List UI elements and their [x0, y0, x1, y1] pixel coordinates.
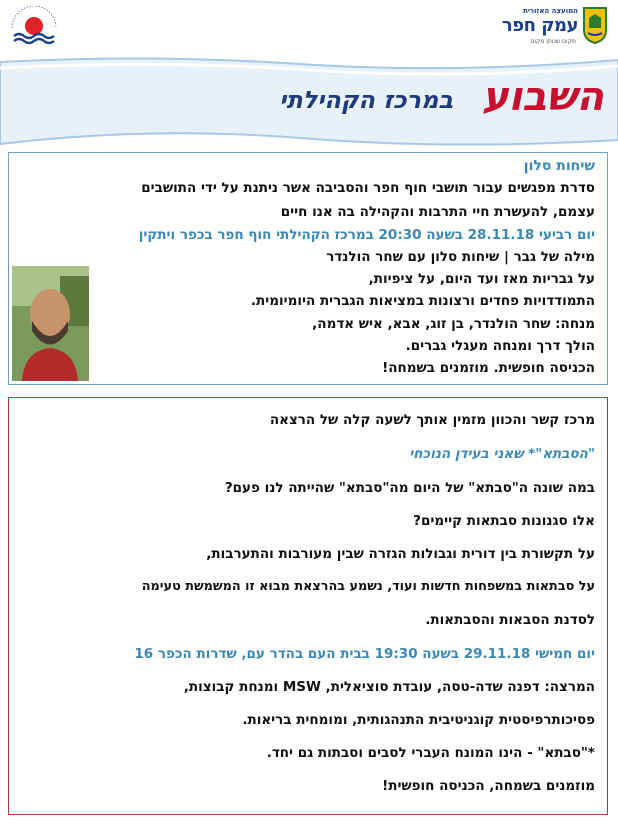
- speaker-photo: [12, 266, 89, 381]
- lecture-speaker: המרצה: דפנה שדה-טסה, עובדת סוציאלית, MSW ומנחת קבוצות,: [183, 679, 595, 695]
- regional-council-logo: [498, 6, 608, 48]
- salon-body-5: הולך דרך ומנחה מעגלי גברים.: [405, 338, 595, 354]
- lecture-line-3: אלו סגנונות סבתאות קיימים?: [413, 513, 595, 529]
- salon-description-2: עצמם, להעשרת חיי התרבות והקהילה בה אנו חיים: [280, 204, 595, 220]
- council-label: המועצה האזורית: [523, 7, 578, 15]
- salon-date-line: יום רביעי 28.11.18 בשעה 20:30 במרכז הקהילתי חוף חפר בכפר ויתקין: [138, 227, 595, 243]
- lecture-title: "הסבתא"* שאני בעידן הנוכחי: [409, 446, 595, 462]
- salon-body-3: התמודדויות פחדים ורצונות במציאות הגברית היומיומית.: [250, 293, 595, 309]
- grandmother-lecture-box: [8, 397, 608, 815]
- shield-icon: [582, 6, 608, 44]
- banner-title-this-week: השבוע: [481, 74, 604, 120]
- lecture-intro: מרכז קשר והכוון מזמין אותך לשעה קלה של הרצאה: [269, 412, 595, 428]
- lecture-line-4: על תקשורת בין דורית וגבולות הגזרה שבין מעורבות והתערבות,: [206, 546, 595, 562]
- council-slogan: מקום שנותן מקום: [530, 38, 576, 45]
- salon-body-1: מילה של גבר | שיחות סלון עם שחר הולנדר: [326, 249, 595, 265]
- lecture-line-5: על סבתאות במשפחות חדשות ועוד, נשמע בהרצאת מבוא זו המשמשת טעימה: [141, 579, 595, 594]
- salon-title: שיחות סלון: [523, 158, 595, 174]
- council-name: עמק חפר: [501, 15, 578, 36]
- salon-talks-box: [8, 152, 608, 385]
- lecture-invitation: מוזמנים בשמחה, הכניסה חופשית!: [382, 778, 595, 794]
- salon-description-1: סדרת מפגשים עבור תושבי חוף חפר והסביבה אשר ניתנת על ידי התושבים: [141, 180, 595, 196]
- salon-body-6: הכניסה חופשית. מוזמנים בשמחה!: [382, 360, 595, 376]
- lecture-line-2: במה שונה ה"סבתא" של היום מה"סבתא" שהייתה לנו פעם?: [224, 480, 595, 496]
- community-center-logo: [8, 6, 64, 50]
- lecture-footnote: *"סבתא" - הינו המונח העברי לסבים וסבתות גם יחד.: [266, 745, 595, 761]
- salon-body-2: על גבריות מאז ועד היום, על ציפיות,: [368, 271, 595, 287]
- lecture-speaker-2: פסיכותרפיסטית קוגניטיבית התנהגותית, ומומחית בריאות.: [242, 712, 595, 728]
- banner-title-community-center: במרכז הקהילתי: [279, 86, 453, 114]
- lecture-date-line: יום חמישי 29.11.18 בשעה 19:30 בבית העם בהדר עם, שדרות הכפר 16: [134, 646, 595, 662]
- lecture-line-6: לסדנת הסבאות והסבתאות.: [425, 612, 595, 628]
- salon-body-4: מנחה: שחר הולנדר, בן זוג, אבא, איש אדמה,: [312, 316, 595, 332]
